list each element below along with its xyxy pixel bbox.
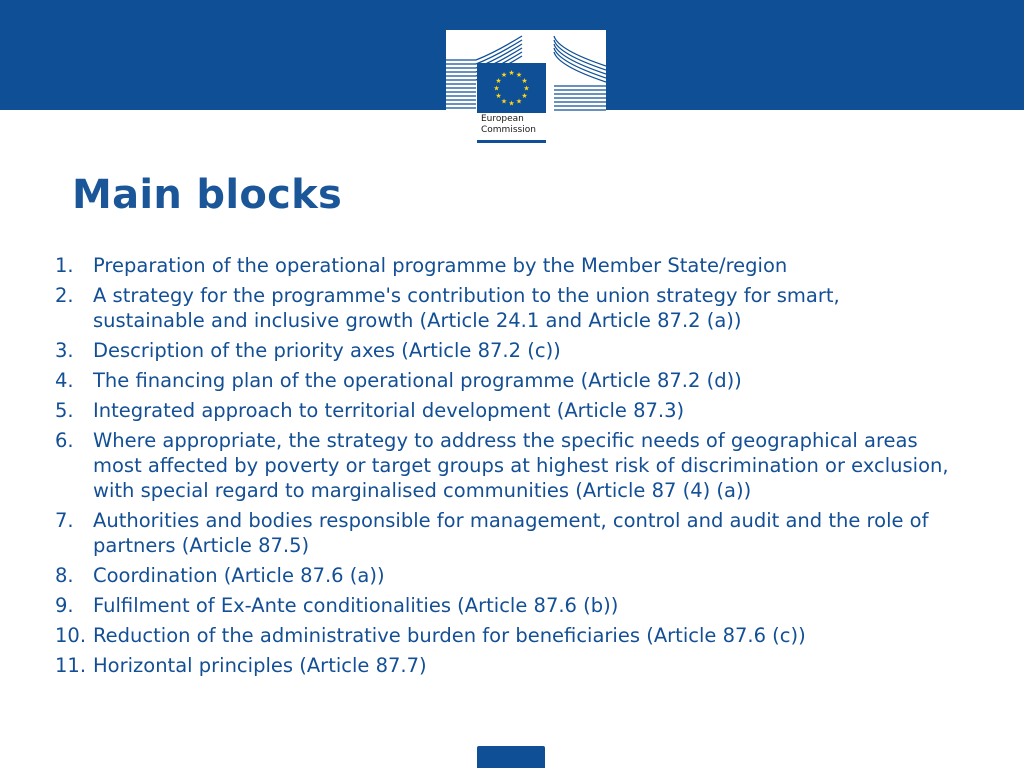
item-text: Where appropriate, the strategy to address the specific needs of geographical areas most affected by poverty or target groups at highest risk of discrimination or exclusion, with special regard to marginalised communities (Article 87 (4) (a)) <box>93 429 949 502</box>
logo-line-2: Commission <box>481 125 536 135</box>
item-text: Reduction of the administrative burden for beneficiaries (Article 87.6 (c)) <box>93 624 806 647</box>
svg-text:★: ★ <box>521 92 528 100</box>
item-text: Horizontal principles (Article 87.7) <box>93 654 427 677</box>
european-commission-logo <box>446 30 606 145</box>
footer-tab <box>477 746 545 768</box>
item-text: Coordination (Article 87.6 (a)) <box>93 564 385 587</box>
svg-text:★: ★ <box>495 92 502 100</box>
svg-text:★: ★ <box>515 97 523 106</box>
list-item <box>55 623 955 648</box>
logo-wordmark <box>481 114 536 136</box>
svg-text:★: ★ <box>508 69 515 77</box>
list-item <box>55 508 955 558</box>
list-item <box>55 563 955 588</box>
item-number: 11. <box>55 654 87 677</box>
main-blocks-list <box>55 253 955 683</box>
list-item <box>55 253 955 278</box>
logo-line-1: European <box>481 114 524 124</box>
list-item <box>55 398 955 423</box>
item-text: The financing plan of the operational programme (Article 87.2 (d)) <box>93 369 742 392</box>
page-title: Main blocks <box>72 172 343 218</box>
item-number: 10. <box>55 624 87 647</box>
list-item <box>55 338 955 363</box>
svg-text:★: ★ <box>523 84 530 93</box>
item-number: 2. <box>55 284 74 307</box>
item-text: A strategy for the programme's contribution to the union strategy for smart, sustainable and inclusive growth (Article 24.1 and Article 87.2 (a)) <box>93 284 840 332</box>
item-text: Description of the priority axes (Article 87.2 (c)) <box>93 339 561 362</box>
commission-building-icon <box>446 30 606 114</box>
item-number: 1. <box>55 254 74 277</box>
svg-text:★: ★ <box>521 77 528 85</box>
item-text: Preparation of the operational programme by the Member State/region <box>93 254 788 277</box>
item-number: 9. <box>55 594 74 617</box>
item-number: 6. <box>55 429 74 452</box>
svg-text:★: ★ <box>508 99 515 108</box>
svg-text:★: ★ <box>500 71 508 79</box>
item-number: 5. <box>55 399 74 422</box>
item-number: 7. <box>55 509 74 532</box>
item-number: 8. <box>55 564 74 587</box>
item-text: Authorities and bodies responsible for management, control and audit and the role of partners (Article 87.5) <box>93 509 929 557</box>
logo-underline <box>477 140 546 143</box>
svg-text:★: ★ <box>493 84 500 93</box>
item-number: 4. <box>55 369 74 392</box>
item-text: Integrated approach to territorial development (Article 87.3) <box>93 399 685 422</box>
list-item <box>55 428 955 503</box>
item-text: Fulfilment of Ex-Ante conditionalities (Article 87.6 (b)) <box>93 594 619 617</box>
svg-text:★: ★ <box>515 71 523 79</box>
list-item <box>55 368 955 393</box>
list-item <box>55 653 955 678</box>
list-item <box>55 593 955 618</box>
svg-text:★: ★ <box>500 97 508 106</box>
item-number: 3. <box>55 339 74 362</box>
svg-text:★: ★ <box>495 77 502 85</box>
list-item <box>55 283 955 333</box>
